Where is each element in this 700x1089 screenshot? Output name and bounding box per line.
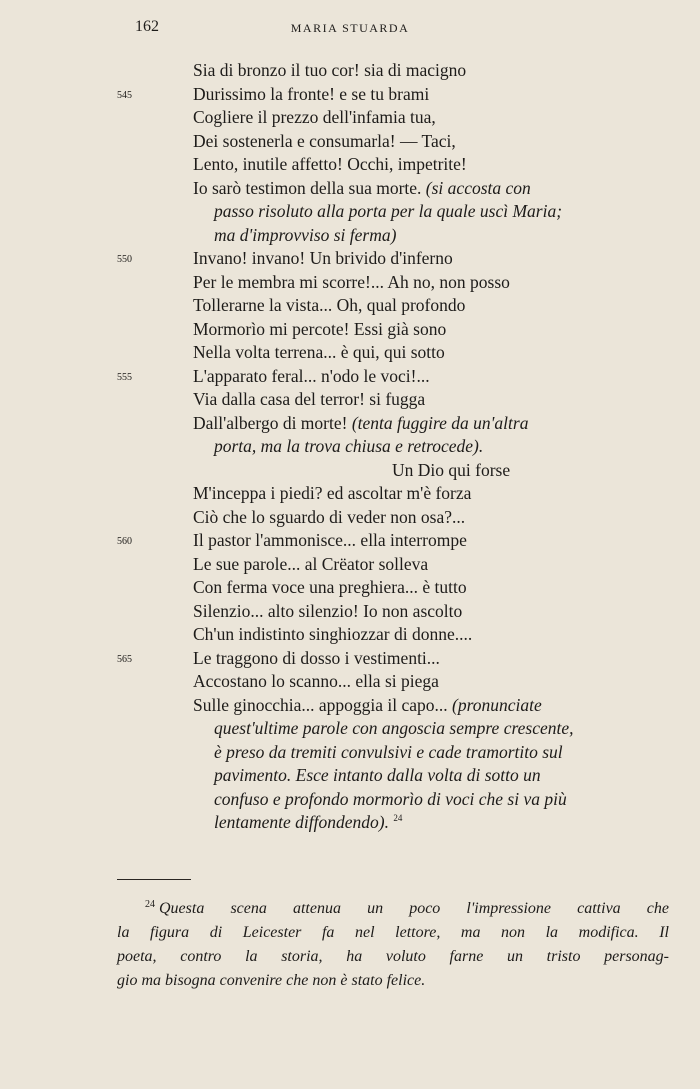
verse-text bbox=[193, 647, 440, 671]
verse-text bbox=[214, 811, 402, 835]
verse-segment: M'inceppa i piedi? ed ascoltar m'è forza bbox=[193, 483, 472, 503]
footnote-rule bbox=[117, 879, 191, 880]
line-number: 545 bbox=[117, 89, 132, 101]
footnote-text: Questa scena attenua un poco l'impressione cattiva che bbox=[159, 900, 669, 917]
verse-line bbox=[0, 694, 700, 718]
verse-segment: Invano! invano! Un brivido d'inferno bbox=[193, 248, 453, 268]
footnote-line bbox=[117, 945, 669, 969]
verse-line bbox=[0, 788, 700, 812]
verse-text bbox=[193, 247, 453, 271]
verse-text bbox=[193, 553, 428, 577]
footnote-reference: 24 bbox=[393, 813, 403, 824]
verse-segment: Le traggono di dosso i vestimenti... bbox=[193, 647, 440, 668]
verse-text bbox=[392, 459, 510, 483]
verse-text bbox=[214, 200, 562, 224]
verse-segment: Sulle ginocchia... appoggia il capo... bbox=[193, 694, 453, 715]
verse-segment: Sia di bronzo il tuo cor! sia di macigno bbox=[193, 60, 467, 80]
verse-line bbox=[0, 435, 700, 459]
verse-segment: Nella volta terrena... è qui, qui sotto bbox=[193, 342, 445, 362]
verse-text bbox=[193, 271, 510, 295]
stage-direction: porta, ma la trova chiusa e retrocede). bbox=[214, 436, 484, 456]
verse-segment: Via dalla casa del terror! si fugga bbox=[193, 389, 426, 409]
verse-text bbox=[193, 670, 439, 694]
verse-text bbox=[193, 83, 429, 107]
verse-line bbox=[0, 106, 700, 130]
verse-text bbox=[193, 623, 472, 647]
verse-segment: Silenzio... alto silenzio! Io non ascolto bbox=[193, 600, 463, 621]
page-header bbox=[0, 18, 700, 38]
verse-line bbox=[0, 83, 700, 107]
verse-text bbox=[193, 388, 425, 412]
verse-segment: Durissimo la fronte! e se tu brami bbox=[193, 83, 430, 104]
verse-text bbox=[214, 788, 567, 812]
verse-text bbox=[193, 506, 465, 530]
verse-text bbox=[193, 318, 446, 342]
stage-direction: quest'ultime parole con angoscia sempre crescente, bbox=[214, 718, 574, 738]
line-number: 560 bbox=[117, 536, 132, 547]
verse-line bbox=[0, 247, 700, 271]
verse-segment: Ch'un indistinto singhiozzar di donne.... bbox=[193, 624, 473, 644]
footnote-text: gio ma bisogna convenire che non è stato felice. bbox=[117, 972, 426, 989]
line-number: 550 bbox=[117, 254, 132, 265]
verse-text bbox=[193, 600, 462, 624]
stage-direction: è preso da tremiti convulsivi e cade tramortito sul bbox=[214, 741, 563, 762]
verse-segment: Accostano lo scanno... ella si piega bbox=[193, 671, 439, 691]
line-number: 555 bbox=[117, 371, 132, 383]
verse-line bbox=[0, 482, 700, 506]
verse-line bbox=[0, 224, 700, 248]
verse-line bbox=[0, 600, 700, 624]
verse-line bbox=[0, 647, 700, 671]
verse-line bbox=[0, 623, 700, 647]
running-title: MARIA STUARDA bbox=[290, 21, 410, 35]
verse-segment: L'apparato feral... n'odo le voci!... bbox=[193, 365, 430, 386]
verse-line bbox=[0, 200, 700, 224]
verse-text bbox=[193, 153, 467, 177]
verse-segment: Cogliere il prezzo dell'infamia tua, bbox=[193, 107, 436, 127]
verse-line bbox=[0, 459, 700, 483]
verse-text bbox=[193, 177, 531, 201]
footnote-text: la figura di Leicester fa nel lettore, ma non la modifica. Il bbox=[117, 924, 669, 941]
verse-segment: Mormorìo mi percote! Essi già sono bbox=[193, 318, 447, 339]
verse-text bbox=[214, 224, 396, 248]
verse-segment: Tollerarne la vista... Oh, qual profondo bbox=[193, 295, 466, 315]
verse-line bbox=[0, 506, 700, 530]
verse-segment: Con ferma voce una preghiera... è tutto bbox=[193, 577, 467, 597]
verse-segment: Un Dio qui forse bbox=[392, 459, 511, 480]
footnote-line bbox=[117, 897, 669, 921]
verse-segment: Per le membra mi scorre!... Ah no, non posso bbox=[193, 271, 510, 292]
verse-segment: Io sarò testimon della sua morte. bbox=[193, 177, 426, 198]
verse-line bbox=[0, 529, 700, 553]
verse-text bbox=[193, 694, 542, 718]
verse-segment: Le sue parole... al Crëator solleva bbox=[193, 553, 429, 574]
verse-segment: Lento, inutile affetto! Occhi, impetrite! bbox=[193, 154, 467, 174]
verse-line bbox=[0, 153, 700, 177]
verse-line bbox=[0, 670, 700, 694]
verse-line bbox=[0, 717, 700, 741]
verse-line bbox=[0, 318, 700, 342]
verse-text bbox=[193, 341, 445, 365]
verse-line bbox=[0, 294, 700, 318]
verse-line bbox=[0, 553, 700, 577]
footnote-text: poeta, contro la storia, ha voluto farne un tristo personag- bbox=[117, 948, 669, 965]
verse-segment: Dall'albergo di morte! bbox=[193, 412, 352, 433]
verse-segment: Ciò che lo sguardo di veder non osa?... bbox=[193, 506, 466, 527]
verse-text bbox=[193, 482, 471, 506]
verse-line bbox=[0, 365, 700, 389]
stage-direction: ma d'improvviso si ferma) bbox=[214, 224, 397, 245]
verse-text bbox=[193, 294, 465, 318]
verse-line bbox=[0, 177, 700, 201]
verse-line bbox=[0, 412, 700, 436]
verse-text bbox=[193, 529, 467, 553]
verse-line bbox=[0, 811, 700, 835]
verse-text bbox=[214, 435, 483, 459]
stage-direction: passo risoluto alla porta per la quale uscì Maria; bbox=[214, 201, 563, 221]
verse-line bbox=[0, 764, 700, 788]
verse-line bbox=[0, 388, 700, 412]
verse-text bbox=[214, 741, 563, 765]
verse-segment: Il pastor l'ammonisce... ella interrompe bbox=[193, 530, 467, 550]
verse-text bbox=[214, 717, 574, 741]
verse-line bbox=[0, 271, 700, 295]
line-number: 565 bbox=[117, 653, 132, 665]
stage-direction: (tenta fuggire da un'altra bbox=[351, 412, 529, 433]
verse-text bbox=[214, 764, 541, 788]
verse-text bbox=[193, 106, 436, 130]
stage-direction: lentamente diffondendo). bbox=[214, 812, 389, 832]
stage-direction: pavimento. Esce intanto dalla volta di sotto un bbox=[214, 765, 541, 785]
verse-text bbox=[193, 130, 456, 154]
footnote-line bbox=[117, 921, 669, 945]
verse-line bbox=[0, 576, 700, 600]
verse-text bbox=[193, 576, 467, 600]
verse-line bbox=[0, 59, 700, 83]
verse-text bbox=[193, 59, 466, 83]
verse-text bbox=[193, 365, 430, 389]
verse-line bbox=[0, 341, 700, 365]
verse-text bbox=[193, 412, 528, 436]
stage-direction: (si accosta con bbox=[425, 177, 531, 198]
stage-direction: (pronunciate bbox=[452, 694, 542, 715]
verse-block bbox=[0, 59, 700, 835]
stage-direction: confuso e profondo mormorìo di voci che si va più bbox=[214, 788, 567, 809]
verse-line bbox=[0, 130, 700, 154]
footnote bbox=[117, 897, 669, 993]
verse-segment: Dei sostenerla e consumarla! — Taci, bbox=[193, 130, 456, 151]
page-number: 162 bbox=[135, 18, 159, 35]
verse-line bbox=[0, 741, 700, 765]
footnote-line bbox=[117, 969, 669, 993]
footnote-mark: 24 bbox=[145, 898, 155, 910]
